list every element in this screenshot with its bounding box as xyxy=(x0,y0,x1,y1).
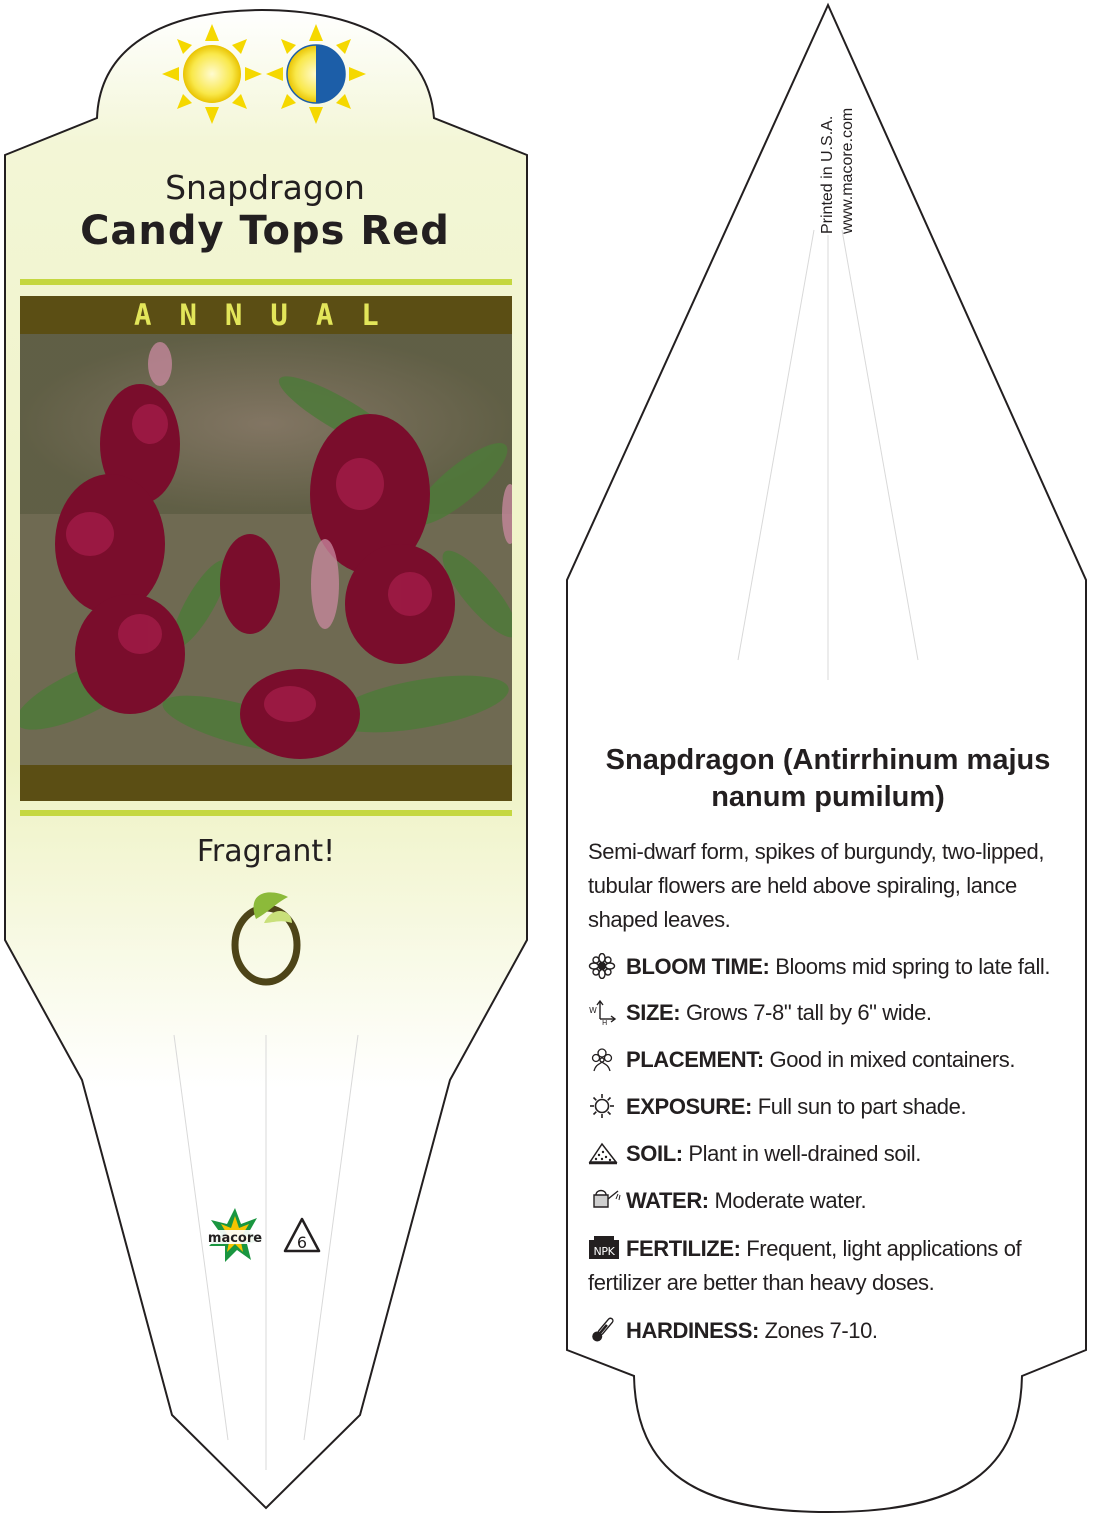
attr-value: Moderate water. xyxy=(714,1188,867,1213)
accent-line-top xyxy=(20,279,512,285)
attr-label: BLOOM TIME: xyxy=(626,954,770,979)
soil-icon xyxy=(588,1140,622,1166)
svg-text:W: W xyxy=(589,1006,597,1015)
attr-label: WATER: xyxy=(626,1188,709,1213)
attr-fertilize xyxy=(588,1232,1078,1300)
svg-text:NPK: NPK xyxy=(593,1245,615,1258)
attr-size xyxy=(588,996,1078,1030)
svg-text:H: H xyxy=(602,1019,607,1025)
flower-icon xyxy=(588,953,622,979)
common-name: Snapdragon xyxy=(165,168,365,207)
full-sun-icon xyxy=(162,24,262,124)
attr-value: Full sun to part shade. xyxy=(757,1094,967,1119)
recycle-icon xyxy=(282,1216,322,1256)
attr-value: Blooms mid spring to late fall. xyxy=(775,954,1051,979)
sun-icon xyxy=(588,1093,622,1119)
botanical-title: Snapdragon (Antirrhinum majus nanum pumilum) xyxy=(605,744,1051,813)
attr-label: SIZE: xyxy=(626,1000,681,1025)
attr-value: Frequent, light applications of fertilizer are better than heavy doses. xyxy=(588,1236,1022,1295)
plant-photo xyxy=(20,334,512,765)
photo-footer-band xyxy=(20,765,512,801)
attr-bloom-time xyxy=(588,950,1078,984)
attr-label: SOIL: xyxy=(626,1141,683,1166)
attr-soil xyxy=(588,1137,1078,1171)
macore-logo xyxy=(206,1207,264,1265)
printed-notice xyxy=(818,64,856,234)
brand-logo-text: macore xyxy=(207,1231,263,1246)
attr-label: FERTILIZE: xyxy=(626,1236,741,1261)
size-icon xyxy=(588,999,622,1025)
tagline: Fragrant! xyxy=(196,834,336,869)
placement-icon xyxy=(588,1046,622,1072)
attr-placement xyxy=(588,1043,1078,1077)
attr-value: Good in mixed containers. xyxy=(769,1047,1016,1072)
npk-icon xyxy=(588,1235,622,1261)
attr-label: PLACEMENT: xyxy=(626,1047,764,1072)
attr-water xyxy=(588,1184,1078,1218)
attr-label: EXPOSURE: xyxy=(626,1094,752,1119)
printed-country: Printed in U.S.A. xyxy=(819,115,836,234)
plant-type-band: ANNUAL xyxy=(20,296,512,334)
plant-description: Semi-dwarf form, spikes of burgundy, two-lipped, tubular flowers are held above spiraling, lance shaped leaves. xyxy=(588,839,1045,932)
thermometer-icon xyxy=(588,1317,622,1343)
part-sun-icon xyxy=(266,24,366,124)
watering-can-icon xyxy=(588,1187,622,1213)
accent-line-bottom xyxy=(20,810,512,816)
variety-name: Candy Tops Red xyxy=(80,208,450,254)
attr-exposure xyxy=(588,1090,1078,1124)
attr-value: Grows 7-8" tall by 6" wide. xyxy=(685,1000,932,1025)
attr-value: Zones 7-10. xyxy=(764,1318,878,1343)
recycle-code: 6 xyxy=(296,1233,308,1252)
attr-value: Plant in well-drained soil. xyxy=(688,1141,921,1166)
attr-label: HARDINESS: xyxy=(626,1318,759,1343)
attr-hardiness xyxy=(588,1314,1078,1348)
printed-website: www.macore.com xyxy=(839,107,856,234)
